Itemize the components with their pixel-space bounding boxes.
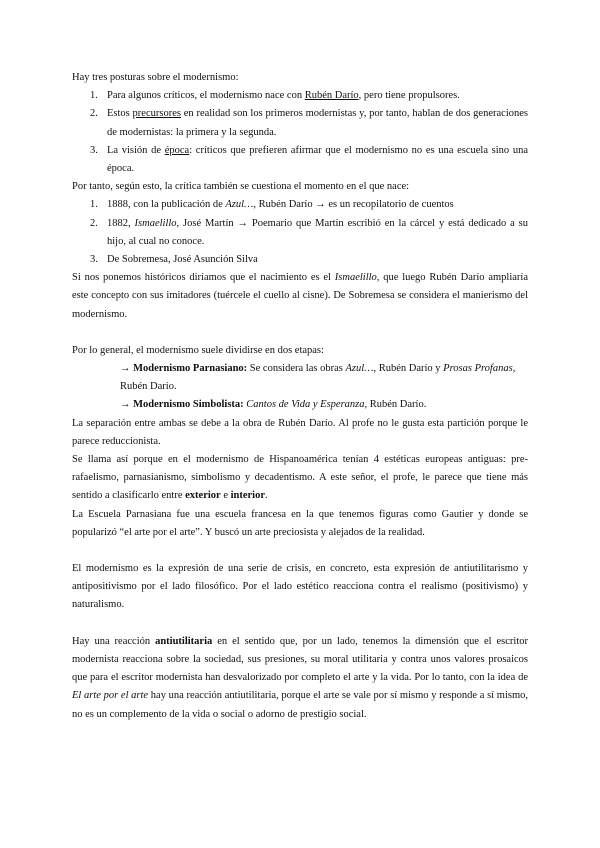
list-item: 3. La visión de época: críticos que prefieren afirmar que el modernismo no es una escuela sino una época. [90,144,529,175]
etapa-parnasiano: → Modernismo Parnasiano: Se considera las obras Azul…, Rubén Darío y Prosas Profanas, Rubén Darío. [120,363,516,393]
paragraph-crisis: El modernismo es la expresión de una serie de crisis, en concreto, esta expresión de antiutilitarismo y antipositivismo por el lado filosófico. Por el lado estético reacciona contra el realismo (positivismo) y naturalismo. [72,563,528,611]
paragraph-parnasiana: La Escuela Parnasiana fue una escuela francesa en la que tenemos figuras como Gautier y donde se popularizó “el arte por el arte”. Y buscó un arte preciosista y alejados de la realidad. [72,508,528,538]
obras-list [72,196,528,269]
list-item: 2. 1882, Ismaelillo, José Martín → Poemario que Martín escribió en la cárcel y está dedicado a su hijo, al cual no conoce. [90,217,529,247]
paragraph-separacion: La separación entre ambas se debe a la obra de Rubén Darío. Al profe no le gusta esta partición porque le parece reduccionista. [72,417,528,447]
list-item: 1. Para algunos críticos, el modernismo nace con Rubén Darío, pero tiene propulsores. [90,90,460,102]
paragraph-historicos: Si nos ponemos históricos diríamos que el nacimiento es el Ismaelillo, que luego Rubén Darío ampliaría este concepto con sus imitadores (tuércele el cuello al cisne). De Sobremesa se considera el manierismo del modernismo. [72,272,528,320]
critica-intro: Por tanto, según esto, la crítica también se cuestiona el momento en el que nace: [72,181,410,193]
etapa-simbolista: → Modernismo Simbolista: Cantos de Vida y Esperanza, Rubén Darío. [120,399,427,411]
list-item: 3. De Sobremesa, José Asunción Silva [90,254,258,266]
list-item: 2. Estos precursores en realidad son los primeros modernistas y, por tanto, hablan de dos generaciones de modernistas: la primera y la segunda. [90,108,528,138]
paragraph-estetica: Se llama así porque en el modernismo de Hispanoamérica tenían 4 estéticas europeas antiguas: pre-rafaelismo, parnasianismo, simbolismo y decadentismo. A este señor, el profe, le parece que tiene más sentido a clasificarlo entre exterior e interior. [72,454,528,502]
list-item: 1. 1888, con la publicación de Azul…, Rubén Darío → es un recopilatorio de cuentos [90,199,454,211]
posturas-list [72,87,528,178]
intro-paragraph: Hay tres posturas sobre el modernismo: [72,72,239,83]
paragraph-reaccion: Hay una reacción antiutilitaria en el sentido que, por un lado, tenemos la dimensión que el escritor modernista reacciona sobre la sociedad, sus presiones, su moral utilitaria y contra unos valores prosaicos que para el escritor modernista han desvalorizado por completo el arte y la vida. Por lo tanto, con la idea de El arte por el arte hay una reacción antiutilitaria, porque el arte se vale por sí mismo y responde a sí mismo, no es un complemento de la vida o social o adorno de prestigio social. [72,635,528,720]
etapas-intro: Por lo general, el modernismo suele dividirse en dos etapas: [72,344,324,356]
